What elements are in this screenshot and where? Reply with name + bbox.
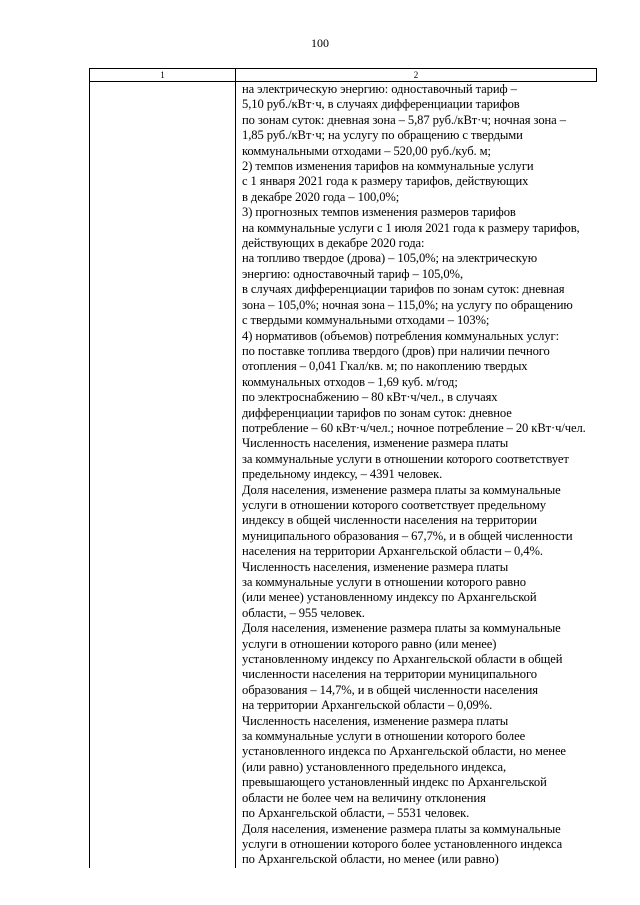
text-line: образования – 14,7%, и в общей численности населения xyxy=(242,682,538,697)
table-header-row xyxy=(90,68,597,82)
text-line: зона – 105,0%; ночная зона – 115,0%; на услугу по обращению xyxy=(242,297,573,312)
text-line: за коммунальные услуги в отношении которого более xyxy=(242,729,526,744)
text-line: Численность населения, изменение размера платы xyxy=(242,559,509,574)
text-line: коммунальных отходов – 1,69 куб. м/год; xyxy=(242,374,458,389)
text-line: муниципального образования – 67,7%, и в общей численности xyxy=(242,528,573,543)
text-line: услуги в отношении которого более установленного индекса xyxy=(242,836,563,851)
page-number: 100 xyxy=(311,36,329,50)
text-line: Доля населения, изменение размера платы за коммунальные xyxy=(242,621,561,636)
text-line: по электроснабжению – 80 кВт·ч/чел., в случаях xyxy=(242,390,498,405)
document-table xyxy=(89,68,597,868)
text-line: 5,10 руб./кВт·ч, в случаях дифференциации тарифов xyxy=(242,97,520,112)
text-line: отопления – 0,041 Гкал/кв. м; по накоплению твердых xyxy=(242,359,528,374)
text-line: Доля населения, изменение размера платы за коммунальные xyxy=(242,482,561,497)
text-line: на коммунальные услуги с 1 июля 2021 года к размеру тарифов, xyxy=(242,220,580,235)
text-line: на территории Архангельской области – 0,09%. xyxy=(242,698,493,713)
text-line: с твердыми коммунальными отходами – 103%; xyxy=(242,313,490,328)
column-1-header: 1 xyxy=(90,69,236,81)
text-line: услуги в отношении которого равно (или менее) xyxy=(242,636,497,651)
text-line: 4) нормативов (объемов) потребления коммунальных услуг: xyxy=(242,328,559,343)
text-line: действующих в декабре 2020 года: xyxy=(242,236,425,251)
text-line: Численность населения, изменение размера платы xyxy=(242,436,509,451)
text-line: за коммунальные услуги в отношении которого равно xyxy=(242,575,526,589)
text-line: по поставке топлива твердого (дров) при наличии печного xyxy=(242,343,550,358)
column-2-header: 2 xyxy=(413,70,419,80)
text-line: на топливо твердое (дрова) – 105,0%; на электрическую xyxy=(242,251,538,266)
text-line: 1,85 руб./кВт·ч; на услугу по обращению с твердыми xyxy=(242,128,523,143)
text-line: (или менее) установленному индексу по Архангельской xyxy=(242,590,537,605)
text-line: превышающего установленный индекс по Архангельской xyxy=(242,775,547,790)
text-line: Численность населения, изменение размера платы xyxy=(242,713,509,728)
text-line: (или равно) установленного предельного индекса, xyxy=(242,759,507,774)
text-line: в декабре 2020 года – 100,0%; xyxy=(242,189,400,204)
text-line: по Архангельской области, но менее (или равно) xyxy=(242,852,499,867)
text-line: потребление – 60 кВт·ч/чел.; ночное потребление – 20 кВт·ч/чел. xyxy=(242,420,586,435)
text-line: индексу в общей численности населения на территории xyxy=(242,513,537,528)
text-line: предельному индексу, – 4391 человек. xyxy=(242,467,443,482)
column-2-body-text xyxy=(242,82,602,868)
text-line: дифференциации тарифов по зонам суток: дневное xyxy=(242,405,512,420)
text-line: энергию: одноставочный тариф – 105,0%, xyxy=(242,266,463,281)
text-line: коммунальными отходами – 520,00 руб./куб. м; xyxy=(242,143,491,158)
text-line: по Архангельской области, – 5531 человек. xyxy=(242,806,470,821)
text-line: по зонам суток: дневная зона – 5,87 руб./кВт·ч; ночная зона – xyxy=(242,112,566,127)
text-line: за коммунальные услуги в отношении которого соответствует xyxy=(242,451,569,466)
text-line: 2) темпов изменения тарифов на коммунальные услуги xyxy=(242,159,534,174)
text-line: с 1 января 2021 года к размеру тарифов, действующих xyxy=(242,174,529,189)
text-line: в случаях дифференциации тарифов по зонам суток: дневная xyxy=(242,282,565,297)
text-line: 3) прогнозных темпов изменения размеров тарифов xyxy=(242,205,516,220)
text-line: установленного индекса по Архангельской области, но менее xyxy=(242,744,566,759)
text-line: численности населения на территории муниципального xyxy=(242,667,537,682)
text-line: области, – 955 человек. xyxy=(242,605,365,620)
text-line: услуги в отношении которого соответствует предельному xyxy=(242,497,546,512)
text-line: установленному индексу по Архангельской области в общей xyxy=(242,652,563,667)
text-line: населения на территории Архангельской области – 0,4%. xyxy=(242,544,543,559)
text-line: Доля населения, изменение размера платы за коммунальные xyxy=(242,821,561,836)
text-line: на электрическую энергию: одноставочный тариф – xyxy=(242,82,517,96)
text-line: области не более чем на величину отклонения xyxy=(242,790,486,805)
column-divider xyxy=(235,80,236,868)
